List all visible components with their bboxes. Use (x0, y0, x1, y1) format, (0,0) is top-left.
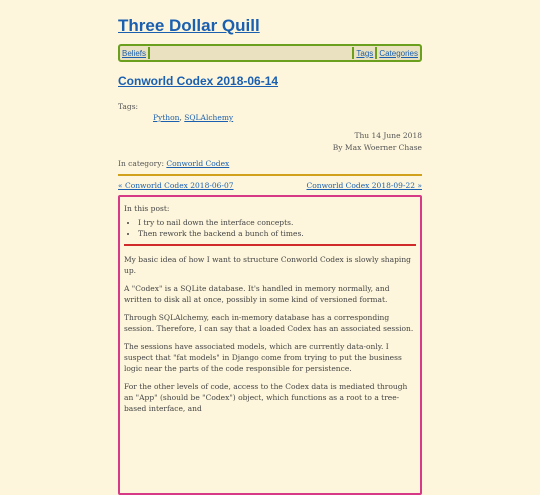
site-title-link[interactable]: Three Dollar Quill (118, 16, 260, 35)
nav-beliefs-link[interactable]: Beliefs (122, 48, 147, 58)
tag-separator: , (179, 113, 185, 122)
prev-next-nav (118, 181, 422, 190)
next-post-link[interactable]: Conworld Codex 2018-09-22 » (306, 181, 422, 190)
post-category (118, 159, 422, 168)
tags-list (118, 113, 422, 122)
table-of-contents (124, 203, 416, 239)
body-paragraph: Through SQLAlchemy, each in-memory database has a corresponding session. Therefore, I can say that a loaded Codex has an associated session. (124, 313, 414, 333)
toc-item: • Then rework the backend a bunch of times. (138, 228, 416, 239)
body-paragraph: My basic idea of how I want to structure Conworld Codex is slowly shaping up. (124, 255, 411, 275)
post-title-link[interactable]: Conworld Codex 2018-06-14 (118, 74, 279, 88)
body-paragraph: A "Codex" is a SQLite database. It's handled in memory normally, and written to disk all at once, possibly in some kind of versioned format. (124, 284, 390, 304)
tags-label: Tags: (118, 102, 139, 111)
category-link[interactable]: Conworld Codex (166, 159, 230, 168)
nav-bar (118, 44, 422, 62)
post-date: Thu 14 June 2018 (354, 131, 422, 140)
article-body (118, 195, 422, 495)
page-container (118, 0, 422, 495)
category-label: In category: (118, 159, 164, 168)
tag-link-python[interactable]: Python (153, 113, 180, 122)
body-paragraph: The sessions have associated models, which are currently data-only. I suspect that "fat models" in Django come from trying to put the business logic near the parts of the code responsible for persistence. (124, 342, 402, 373)
post-meta (118, 130, 422, 154)
section-divider (124, 244, 416, 246)
nav-categories-link[interactable]: Categories (379, 48, 418, 58)
nav-tags-link[interactable]: Tags (356, 48, 374, 58)
divider-rule (118, 174, 422, 176)
prev-post-link[interactable]: « Conworld Codex 2018-06-07 (118, 181, 234, 190)
toc-list (124, 217, 416, 239)
tag-link-sqlalchemy[interactable]: SQLAlchemy (184, 113, 234, 122)
post-author: By Max Woerner Chase (332, 143, 422, 152)
body-paragraph: For the other levels of code, access to the Codex data is mediated through an "App" (should be "Codex") object, which functions as a root to a tree-based interface, and (124, 382, 408, 413)
toc-heading: In this post: (124, 204, 170, 213)
toc-item: • I try to nail down the interface concepts. (138, 217, 416, 228)
nav-spacer (150, 47, 352, 59)
